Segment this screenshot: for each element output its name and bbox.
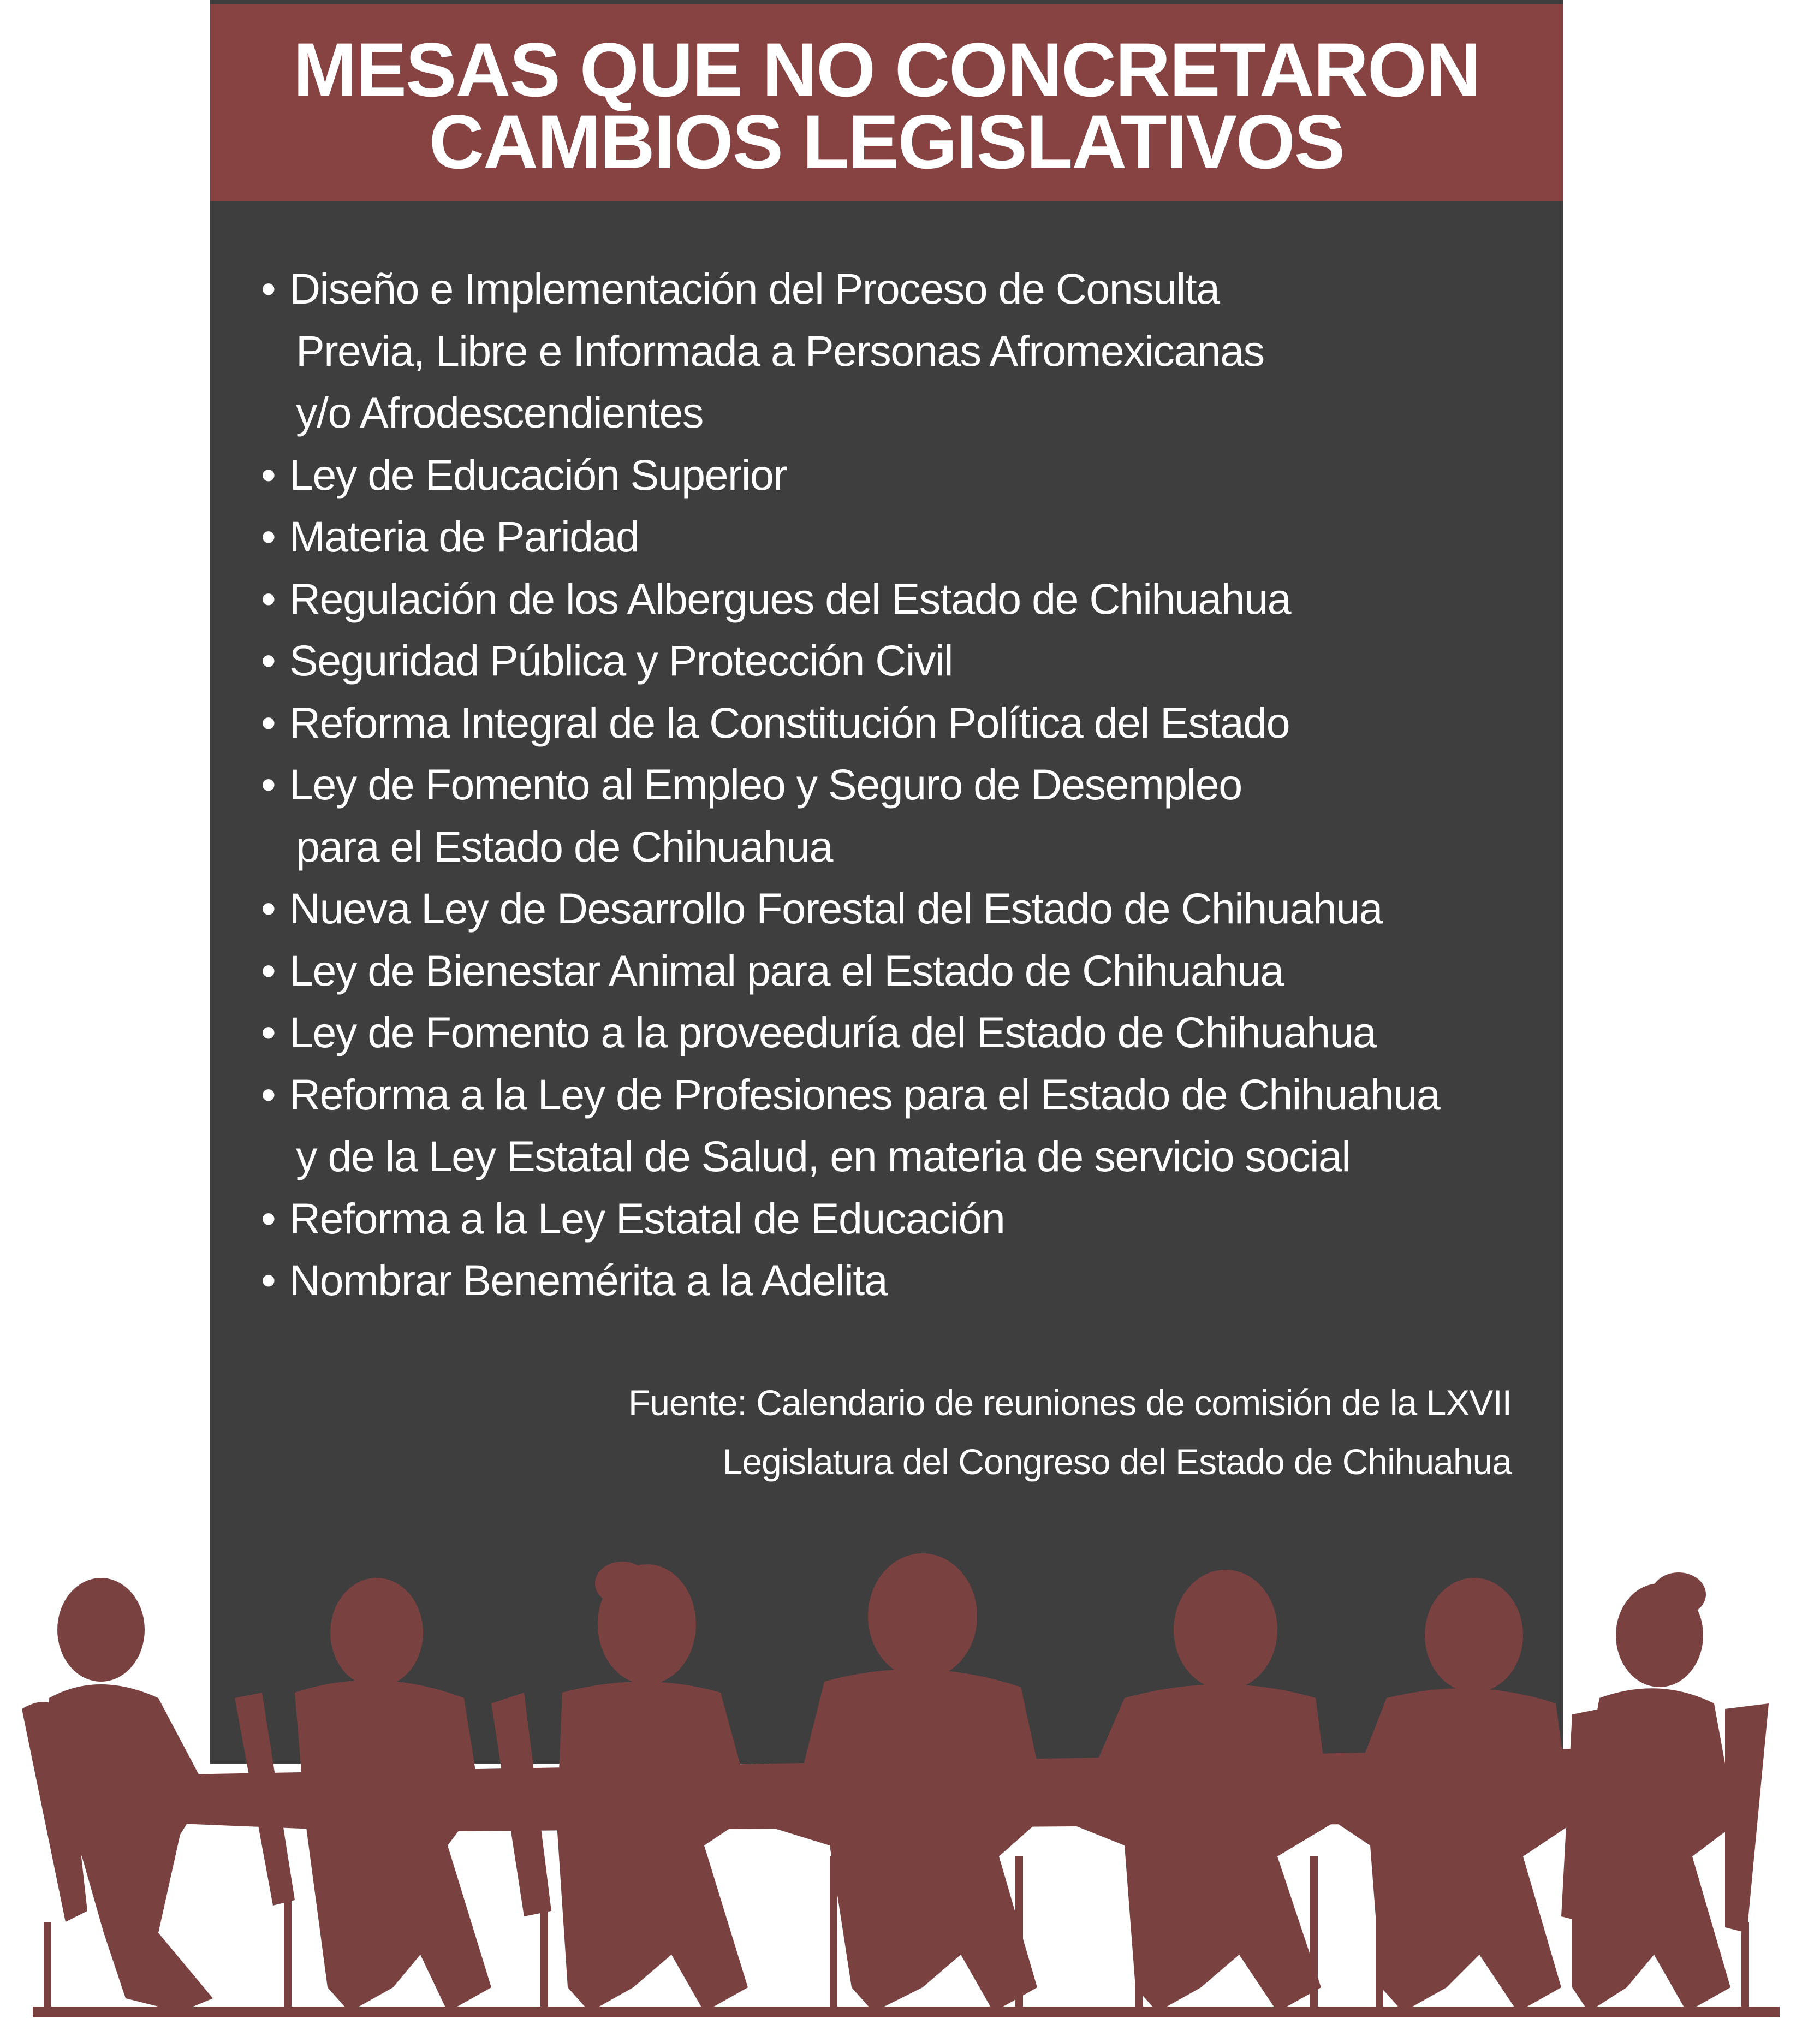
list-item-continuation: y de la Ley Estatal de Salud, en materia de servicio social xyxy=(296,1132,1351,1180)
page-title-line-1: MESAS QUE NO CONCRETARON xyxy=(293,27,1480,112)
source-line-1: Fuente: Calendario de reuniones de comisión de la LXVII xyxy=(628,1382,1512,1423)
bullet-icon: • xyxy=(261,574,276,623)
list-item xyxy=(261,1001,1527,1064)
bullet-icon: • xyxy=(261,264,276,313)
list-item-continuation: y/o Afrodescendientes xyxy=(296,388,703,437)
list-item-text: Reforma a la Ley de Profesiones para el Estado de Chihuahua xyxy=(289,1070,1440,1119)
list-item-text: Ley de Fomento al Empleo y Seguro de Desempleo xyxy=(289,760,1242,809)
bullet-icon: • xyxy=(261,698,276,747)
bullet-icon: • xyxy=(261,946,276,995)
list-item xyxy=(261,506,1527,568)
list-item-continuation: Previa, Libre e Informada a Personas Afromexicanas xyxy=(296,326,1264,375)
list-item xyxy=(261,753,1527,877)
bullet-icon: • xyxy=(261,1070,276,1119)
list-item-text: Diseño e Implementación del Proceso de Consulta xyxy=(289,264,1220,313)
list-item-text: Nombrar Benemérita a la Adelita xyxy=(289,1256,888,1304)
bullet-icon: • xyxy=(261,1008,276,1056)
meeting-silhouette-icon xyxy=(0,1518,1820,2030)
list-item-text: Seguridad Pública y Protección Civil xyxy=(289,636,953,685)
title-banner xyxy=(210,4,1563,201)
list-item xyxy=(261,1188,1527,1250)
list-item xyxy=(261,1249,1527,1311)
bullet-icon: • xyxy=(261,512,276,561)
list-item-text: Ley de Fomento a la proveeduría del Estado de Chihuahua xyxy=(289,1008,1376,1056)
bullet-icon: • xyxy=(261,450,276,499)
list-item-text: Ley de Bienestar Animal para el Estado de Chihuahua xyxy=(289,946,1283,995)
list-item-text: Reforma a la Ley Estatal de Educación xyxy=(289,1194,1005,1243)
source-line-2: Legislatura del Congreso del Estado de Chihuahua xyxy=(722,1441,1512,1482)
list-item-text: Materia de Paridad xyxy=(289,512,639,561)
list-item xyxy=(261,258,1527,444)
list-item-text: Ley de Educación Superior xyxy=(289,450,787,499)
source-credit xyxy=(628,1373,1512,1491)
list-item xyxy=(261,444,1527,506)
list-item xyxy=(261,692,1527,754)
bullet-icon: • xyxy=(261,636,276,685)
list-item xyxy=(261,940,1527,1002)
list-item xyxy=(261,630,1527,692)
list-item-text: Reforma Integral de la Constitución Política del Estado xyxy=(289,698,1290,747)
bullet-icon: • xyxy=(261,1194,276,1243)
legislative-tables-list xyxy=(261,258,1527,1311)
bullet-icon: • xyxy=(261,884,276,933)
page-title-line-2: CAMBIOS LEGISLATIVOS xyxy=(429,99,1345,185)
list-item-text: Nueva Ley de Desarrollo Forestal del Estado de Chihuahua xyxy=(289,884,1382,933)
list-item xyxy=(261,877,1527,940)
list-item-text: Regulación de los Albergues del Estado de Chihuahua xyxy=(289,574,1291,623)
bullet-icon: • xyxy=(261,760,276,809)
list-item xyxy=(261,568,1527,630)
bullet-icon: • xyxy=(261,1256,276,1304)
list-item-continuation: para el Estado de Chihuahua xyxy=(296,822,832,871)
list-item xyxy=(261,1064,1527,1188)
